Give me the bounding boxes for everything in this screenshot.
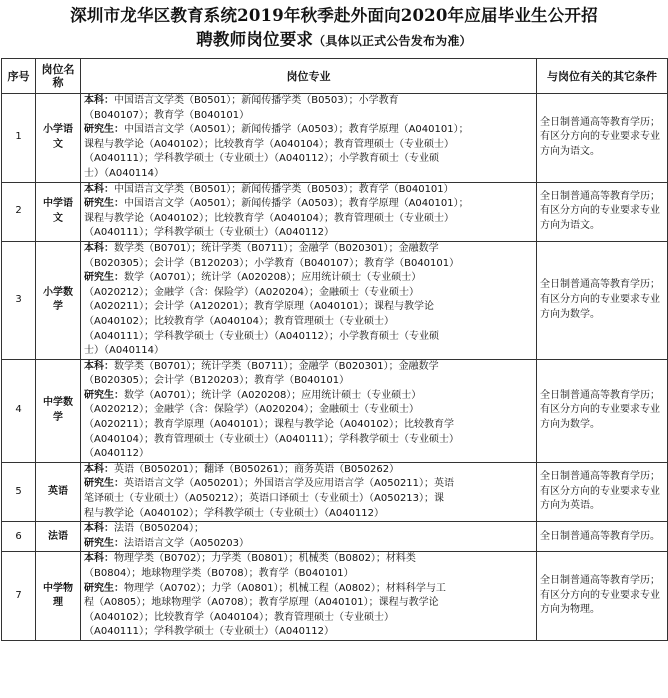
- major-line-text: （A040111）；学科教学硕士（专业硕士）（A040112）；小学教育硕士（专业硕: [84, 153, 440, 165]
- major-line-text: （A040111）；学科教学硕士（专业硕士）（A040112）: [84, 227, 335, 239]
- major-line-label: 研究生：: [84, 272, 124, 284]
- major-line-label: 本科：: [84, 242, 114, 254]
- major-line: [84, 433, 533, 448]
- major-line: [84, 138, 533, 153]
- major-line-text: 数学（A0701）；统计学（A020208）；应用统计硕士（专业硕士）: [124, 272, 422, 284]
- major-line-text: （A020211）；教育学原理（A040101）；课程与教学论（A040102）；比较教育学: [84, 419, 455, 431]
- major-line: [84, 611, 533, 626]
- table-row: [2, 94, 668, 183]
- major-line: [84, 197, 533, 212]
- title-line-2: [0, 28, 668, 53]
- major-line-text: 数学（A0701）；统计学（A020208）；应用统计硕士（专业硕士）: [124, 389, 422, 401]
- major-line: [84, 582, 533, 597]
- major-line: [84, 389, 533, 404]
- major-line: [84, 374, 533, 389]
- major-line: [84, 507, 533, 522]
- major-line-text: （B020305）；会计学（B120203）；小学教育（B040107）；教育学（B040101）: [84, 257, 460, 269]
- header-major: 岗位专业: [81, 59, 537, 94]
- major-line: [84, 257, 533, 272]
- major-line: [84, 271, 533, 286]
- major-line-text: （B040107）；教育学（B040101）: [84, 109, 250, 121]
- major-line-text: 数学类（B0701）；统计学类（B0711）；金融学（B020301）；金融数学: [114, 242, 439, 254]
- major-line-text: 物理学类（B0702）；力学类（B0801）；机械类（B0802）；材料类: [114, 553, 416, 565]
- major-line: [84, 552, 533, 567]
- major-line: [84, 360, 533, 375]
- major-line-text: （B020305）；会计学（B120203）；教育学（B040101）: [84, 375, 350, 387]
- major-line: [84, 183, 533, 198]
- major-line-text: 法语（B050204）；: [114, 523, 205, 535]
- header-other-conditions: 与岗位有关的其它条件: [537, 59, 668, 94]
- major-line: [84, 167, 533, 182]
- major-line: [84, 300, 533, 315]
- major-line-text: （A040102）；比较教育学（A040104）；教育管理硕士（专业硕士）: [84, 611, 395, 623]
- major-line-text: 数学类（B0701）；统计学类（B0711）；金融学（B020301）；金融数学: [114, 360, 439, 372]
- table-row: [2, 462, 668, 521]
- major-line: [84, 226, 533, 241]
- major-line-text: （A020212）；金融学（含：保险学）（A020204）；金融硕士（专业硕士）: [84, 404, 420, 416]
- row-position-name: 小学语文: [36, 94, 81, 183]
- requirements-table: [1, 58, 668, 641]
- major-line-label: 本科：: [84, 463, 114, 475]
- row-position-name: 小学数学: [36, 241, 81, 359]
- row-major-requirements: [81, 522, 537, 552]
- table-row: [2, 359, 668, 462]
- title-line-1: 深圳市龙华区教育系统2019年秋季赴外面向2020年应届毕业生公开招: [70, 6, 598, 25]
- major-line-label: 本科：: [84, 95, 114, 106]
- major-line: [84, 242, 533, 257]
- major-line: [84, 123, 533, 138]
- table-header-row: [2, 59, 668, 94]
- row-serial-number: 2: [2, 182, 36, 241]
- major-line-label: 本科：: [84, 523, 114, 535]
- row-major-requirements: [81, 552, 537, 641]
- major-line-text: 笔译硕士（专业硕士）（A050212）；英语口译硕士（专业硕士）（A050213）；课: [84, 493, 445, 505]
- row-serial-number: 1: [2, 94, 36, 183]
- table-row: [2, 241, 668, 359]
- row-other-conditions: 全日制普通高等教育学历；有区分方向的专业要求专业方向为英语。: [537, 462, 668, 521]
- major-line: [84, 492, 533, 507]
- row-major-requirements: [81, 241, 537, 359]
- title-line-2-text: 聘教师岗位要求: [196, 30, 314, 49]
- major-line-text: （A040112）: [84, 448, 150, 460]
- major-line-text: 法语语言文学（A050203）: [124, 537, 250, 549]
- row-serial-number: 6: [2, 522, 36, 552]
- row-other-conditions: 全日制普通高等教育学历；有区分方向的专业要求专业方向为数学。: [537, 359, 668, 462]
- major-line-text: 中国语言文学（A0501）；新闻传播学（A0503）；教育学原理（A040101）；: [124, 124, 469, 136]
- major-line-text: 物理学（A0702）；力学（A0801）；机械工程（A0802）；材料科学与工: [124, 582, 446, 594]
- major-line-text: 士）（A040114）: [84, 345, 165, 357]
- major-line-text: 课程与教学论（A040102）；比较教育学（A040104）；教育管理硕士（专业硕士）: [84, 138, 455, 150]
- row-other-conditions: 全日制普通高等教育学历；有区分方向的专业要求专业方向为数学。: [537, 241, 668, 359]
- major-line-label: 研究生：: [84, 198, 124, 210]
- major-line-text: 士）（A040114）: [84, 167, 165, 179]
- major-line-label: 本科：: [84, 183, 114, 195]
- major-line: [84, 109, 533, 124]
- row-position-name: 中学物理: [36, 552, 81, 641]
- row-position-name: 法语: [36, 522, 81, 552]
- major-line: [84, 286, 533, 301]
- major-line-text: 程与教学论（A040102）；学科教学硕士（专业硕士）（A040112）: [84, 507, 385, 519]
- major-line-text: 中国语言文学类（B0501）；新闻传播学类（B0503）；小学教育: [114, 95, 399, 106]
- row-position-name: 中学数学: [36, 359, 81, 462]
- major-line: [84, 315, 533, 330]
- major-line: [84, 522, 533, 537]
- major-line-label: 本科：: [84, 360, 114, 372]
- major-line: [84, 477, 533, 492]
- title-note: （具体以正式公告发布为准）: [313, 34, 472, 48]
- major-line-label: 研究生：: [84, 537, 124, 549]
- row-other-conditions: 全日制普通高等教育学历；有区分方向的专业要求专业方向为语文。: [537, 182, 668, 241]
- document-title: [0, 4, 668, 53]
- row-serial-number: 5: [2, 462, 36, 521]
- major-line-text: （A020212）；金融学（含：保险学）（A020204）；金融硕士（专业硕士）: [84, 286, 420, 298]
- row-major-requirements: [81, 182, 537, 241]
- major-line-text: 课程与教学论（A040102）；比较教育学（A040104）；教育管理硕士（专业硕士）: [84, 212, 455, 224]
- table-row: [2, 522, 668, 552]
- row-other-conditions: 全日制普通高等教育学历；有区分方向的专业要求专业方向为物理。: [537, 552, 668, 641]
- major-line-text: （A040111）；学科教学硕士（专业硕士）（A040112）: [84, 626, 335, 638]
- table-body: [2, 94, 668, 641]
- major-line: [84, 94, 533, 109]
- major-line: [84, 212, 533, 227]
- row-other-conditions: 全日制普通高等教育学历；有区分方向的专业要求专业方向为语文。: [537, 94, 668, 183]
- major-line-text: 英语语言文学（A050201）；外国语言学及应用语言学（A050211）；英语: [124, 478, 455, 490]
- major-line: [84, 447, 533, 462]
- major-line: [84, 596, 533, 611]
- major-line-text: （A020211）；会计学（A120201）；教育学原理（A040101）；课程与教学论: [84, 301, 435, 313]
- row-serial-number: 3: [2, 241, 36, 359]
- table-row: [2, 552, 668, 641]
- major-line-label: 研究生：: [84, 124, 124, 136]
- row-other-conditions: 全日制普通高等教育学历。: [537, 522, 668, 552]
- row-major-requirements: [81, 359, 537, 462]
- major-line-text: （B0804）；地球物理学类（B0708）；教育学（B040101）: [84, 568, 354, 579]
- major-line: [84, 403, 533, 418]
- row-serial-number: 7: [2, 552, 36, 641]
- major-line: [84, 330, 533, 345]
- major-line-text: 中国语言文学（A0501）；新闻传播学（A0503）；教育学原理（A040101）；: [124, 198, 469, 210]
- row-major-requirements: [81, 94, 537, 183]
- major-line-label: 研究生：: [84, 389, 124, 401]
- major-line-text: （A040102）；比较教育学（A040104）；教育管理硕士（专业硕士）: [84, 315, 395, 327]
- major-line: [84, 344, 533, 359]
- major-line: [84, 418, 533, 433]
- table-row: [2, 182, 668, 241]
- major-line: [84, 463, 533, 478]
- major-line-text: 程（A0805）；地球物理学（A0708）；教育学原理（A040101）；课程与教学论: [84, 597, 439, 609]
- major-line-text: 中国语言文学类（B0501）；新闻传播学类（B0503）；教育学（B040101）: [114, 183, 454, 195]
- major-line-label: 研究生：: [84, 478, 124, 490]
- major-line-label: 研究生：: [84, 582, 124, 594]
- header-position: 岗位名称: [36, 59, 81, 94]
- major-line-text: （A040104）；教育管理硕士（专业硕士）（A040111）；学科教学硕士（专业硕士）: [84, 433, 460, 445]
- major-line-text: 英语（B050201）；翻译（B050261）；商务英语（B050262）: [114, 463, 400, 475]
- major-line: [84, 625, 533, 640]
- major-line-text: （A040111）；学科教学硕士（专业硕士）（A040112）；小学教育硕士（专业硕: [84, 330, 440, 342]
- row-serial-number: 4: [2, 359, 36, 462]
- major-line-label: 本科：: [84, 553, 114, 565]
- major-line: [84, 567, 533, 582]
- major-line: [84, 537, 533, 552]
- row-position-name: 英语: [36, 462, 81, 521]
- row-major-requirements: [81, 462, 537, 521]
- major-line: [84, 152, 533, 167]
- header-serial: 序号: [2, 59, 36, 94]
- row-position-name: 中学语文: [36, 182, 81, 241]
